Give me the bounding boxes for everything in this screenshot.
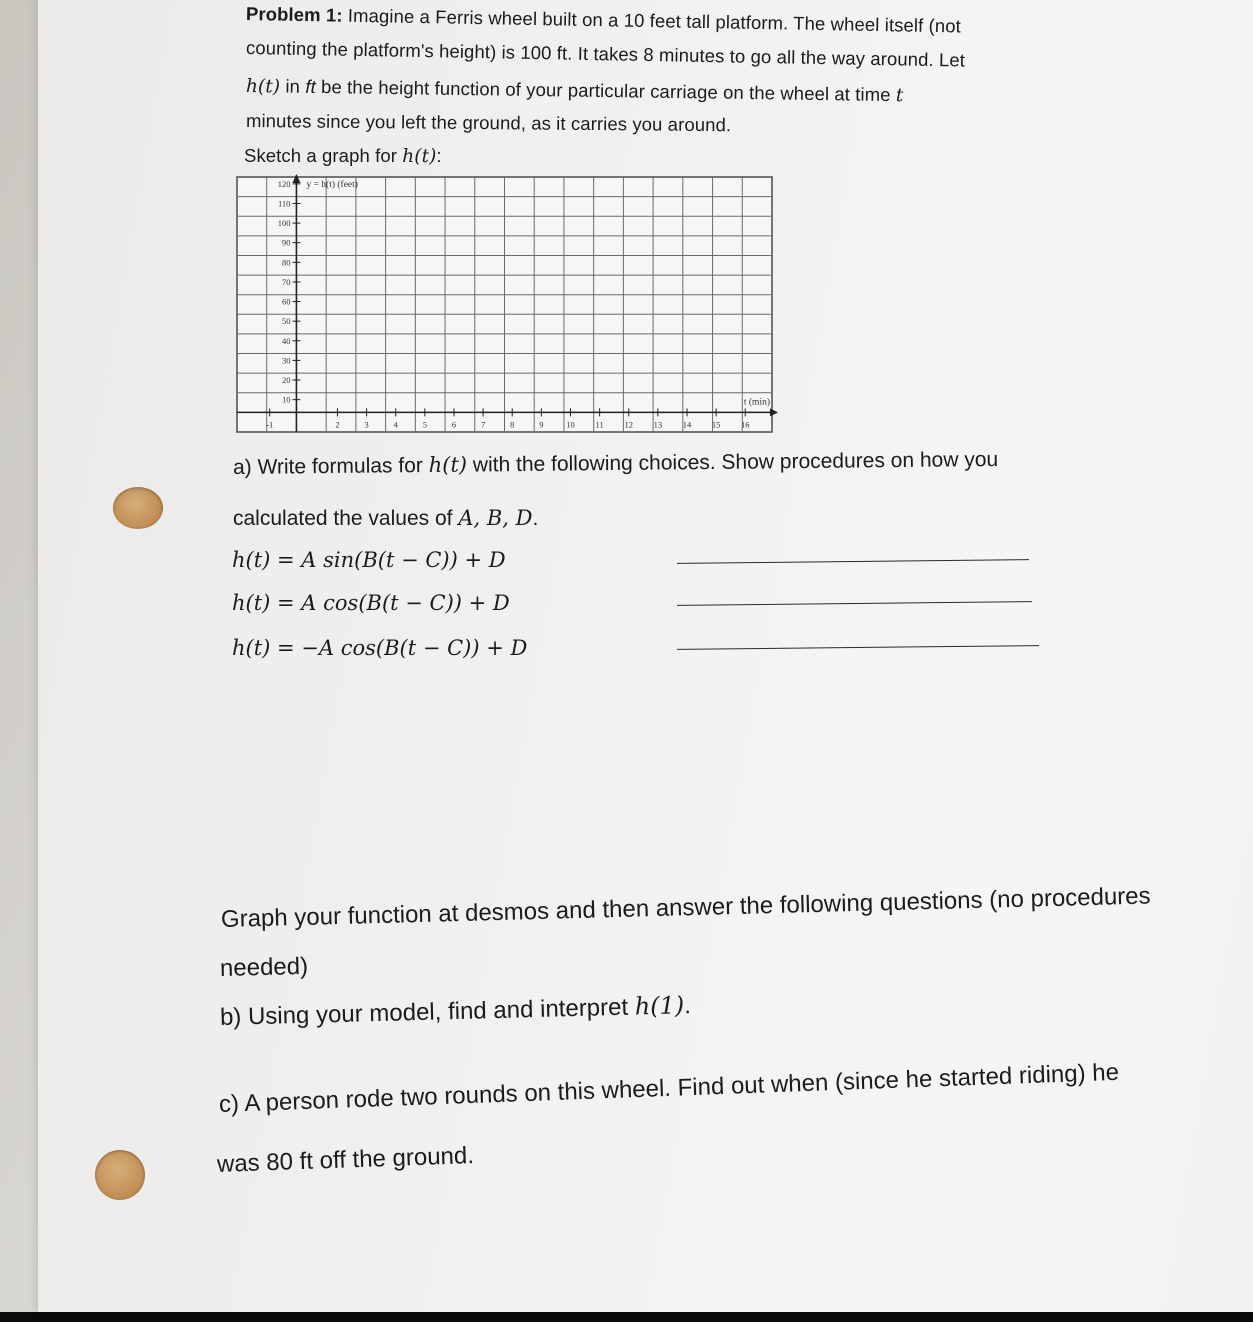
x-tick-label: 13 xyxy=(653,419,663,430)
x-tick-label: 10 xyxy=(566,419,575,430)
part-a-line-2: calculated the values of A, B, D. xyxy=(233,506,539,530)
y-tick-label: 110 xyxy=(278,198,291,209)
y-tick-label: 80 xyxy=(281,257,291,268)
y-tick-label: 100 xyxy=(277,218,291,229)
y-tick-label: 20 xyxy=(281,375,291,386)
part-c-line-2: was 80 ft off the ground. xyxy=(216,1142,475,1178)
x-tick-label: 3 xyxy=(364,419,369,430)
y-tick-label: 120 xyxy=(277,178,291,189)
x-axis-label: t (min) xyxy=(743,397,770,408)
sketch-instruction: Sketch a graph for h(t): xyxy=(244,145,442,167)
desmos-prompt-line-2: needed) xyxy=(219,952,309,982)
problem-line-2: counting the platform's height) is 100 ft. It takes 8 minutes to go all the way around. Let xyxy=(245,37,966,71)
x-tick-label: -1 xyxy=(266,419,274,430)
x-tick-label: 9 xyxy=(539,419,544,430)
x-tick-label: 2 xyxy=(335,419,340,430)
y-tick-label: 90 xyxy=(281,237,291,248)
x-tick-label: 5 xyxy=(422,419,427,430)
y-tick-label: 50 xyxy=(281,316,291,327)
y-tick-label: 10 xyxy=(281,394,291,405)
x-tick-label: 4 xyxy=(393,419,398,430)
binder-hole-top xyxy=(113,487,163,529)
formula-cosine: h(t) = A cos(B(t − C)) + D xyxy=(232,591,510,615)
x-tick-label: 7 xyxy=(480,419,486,430)
x-axis-arrow xyxy=(770,408,778,416)
part-b-question: b) Using your model, find and interpret h(1). xyxy=(219,991,692,1031)
y-tick-label: 30 xyxy=(281,355,291,366)
y-tick-label: 40 xyxy=(281,335,291,346)
formula-sine: h(t) = A sin(B(t − C)) + D xyxy=(232,548,506,572)
x-tick-label: 15 xyxy=(711,419,721,430)
formula-negative-cosine: h(t) = −A cos(B(t − C)) + D xyxy=(232,636,528,660)
problem-label: Problem 1: xyxy=(245,3,343,26)
part-a-line-1: a) Write formulas for h(t) with the following choices. Show procedures on how you xyxy=(232,447,999,479)
x-tick-label: 14 xyxy=(682,419,692,430)
y-tick-label: 70 xyxy=(281,276,291,287)
desmos-prompt-line-1: Graph your function at desmos and then answer the following questions (no procedures xyxy=(220,882,1151,933)
blank-graph-grid xyxy=(232,172,780,459)
y-axis-label: y = h(t) (feet) xyxy=(306,180,358,190)
graph-svg xyxy=(232,172,780,454)
part-c-line-1: c) A person rode two rounds on this wheel. Find out when (since he started riding) he xyxy=(218,1058,1120,1118)
problem-line-4: minutes since you left the ground, as it carries you around. xyxy=(245,110,732,136)
x-tick-label: 8 xyxy=(510,419,515,430)
y-tick-label: 60 xyxy=(281,296,291,307)
x-tick-label: 11 xyxy=(595,419,604,430)
problem-line-1: Problem 1: Imagine a Ferris wheel built on a 10 feet tall platform. The wheel itself (not xyxy=(245,3,962,37)
binder-hole-bottom xyxy=(95,1150,145,1200)
x-tick-label: 6 xyxy=(451,419,457,430)
problem-line-3: h(t) in ft be the height function of your particular carriage on the wheel at time t xyxy=(245,75,904,107)
x-tick-label: 16 xyxy=(741,419,750,430)
x-tick-label: 12 xyxy=(624,419,633,430)
